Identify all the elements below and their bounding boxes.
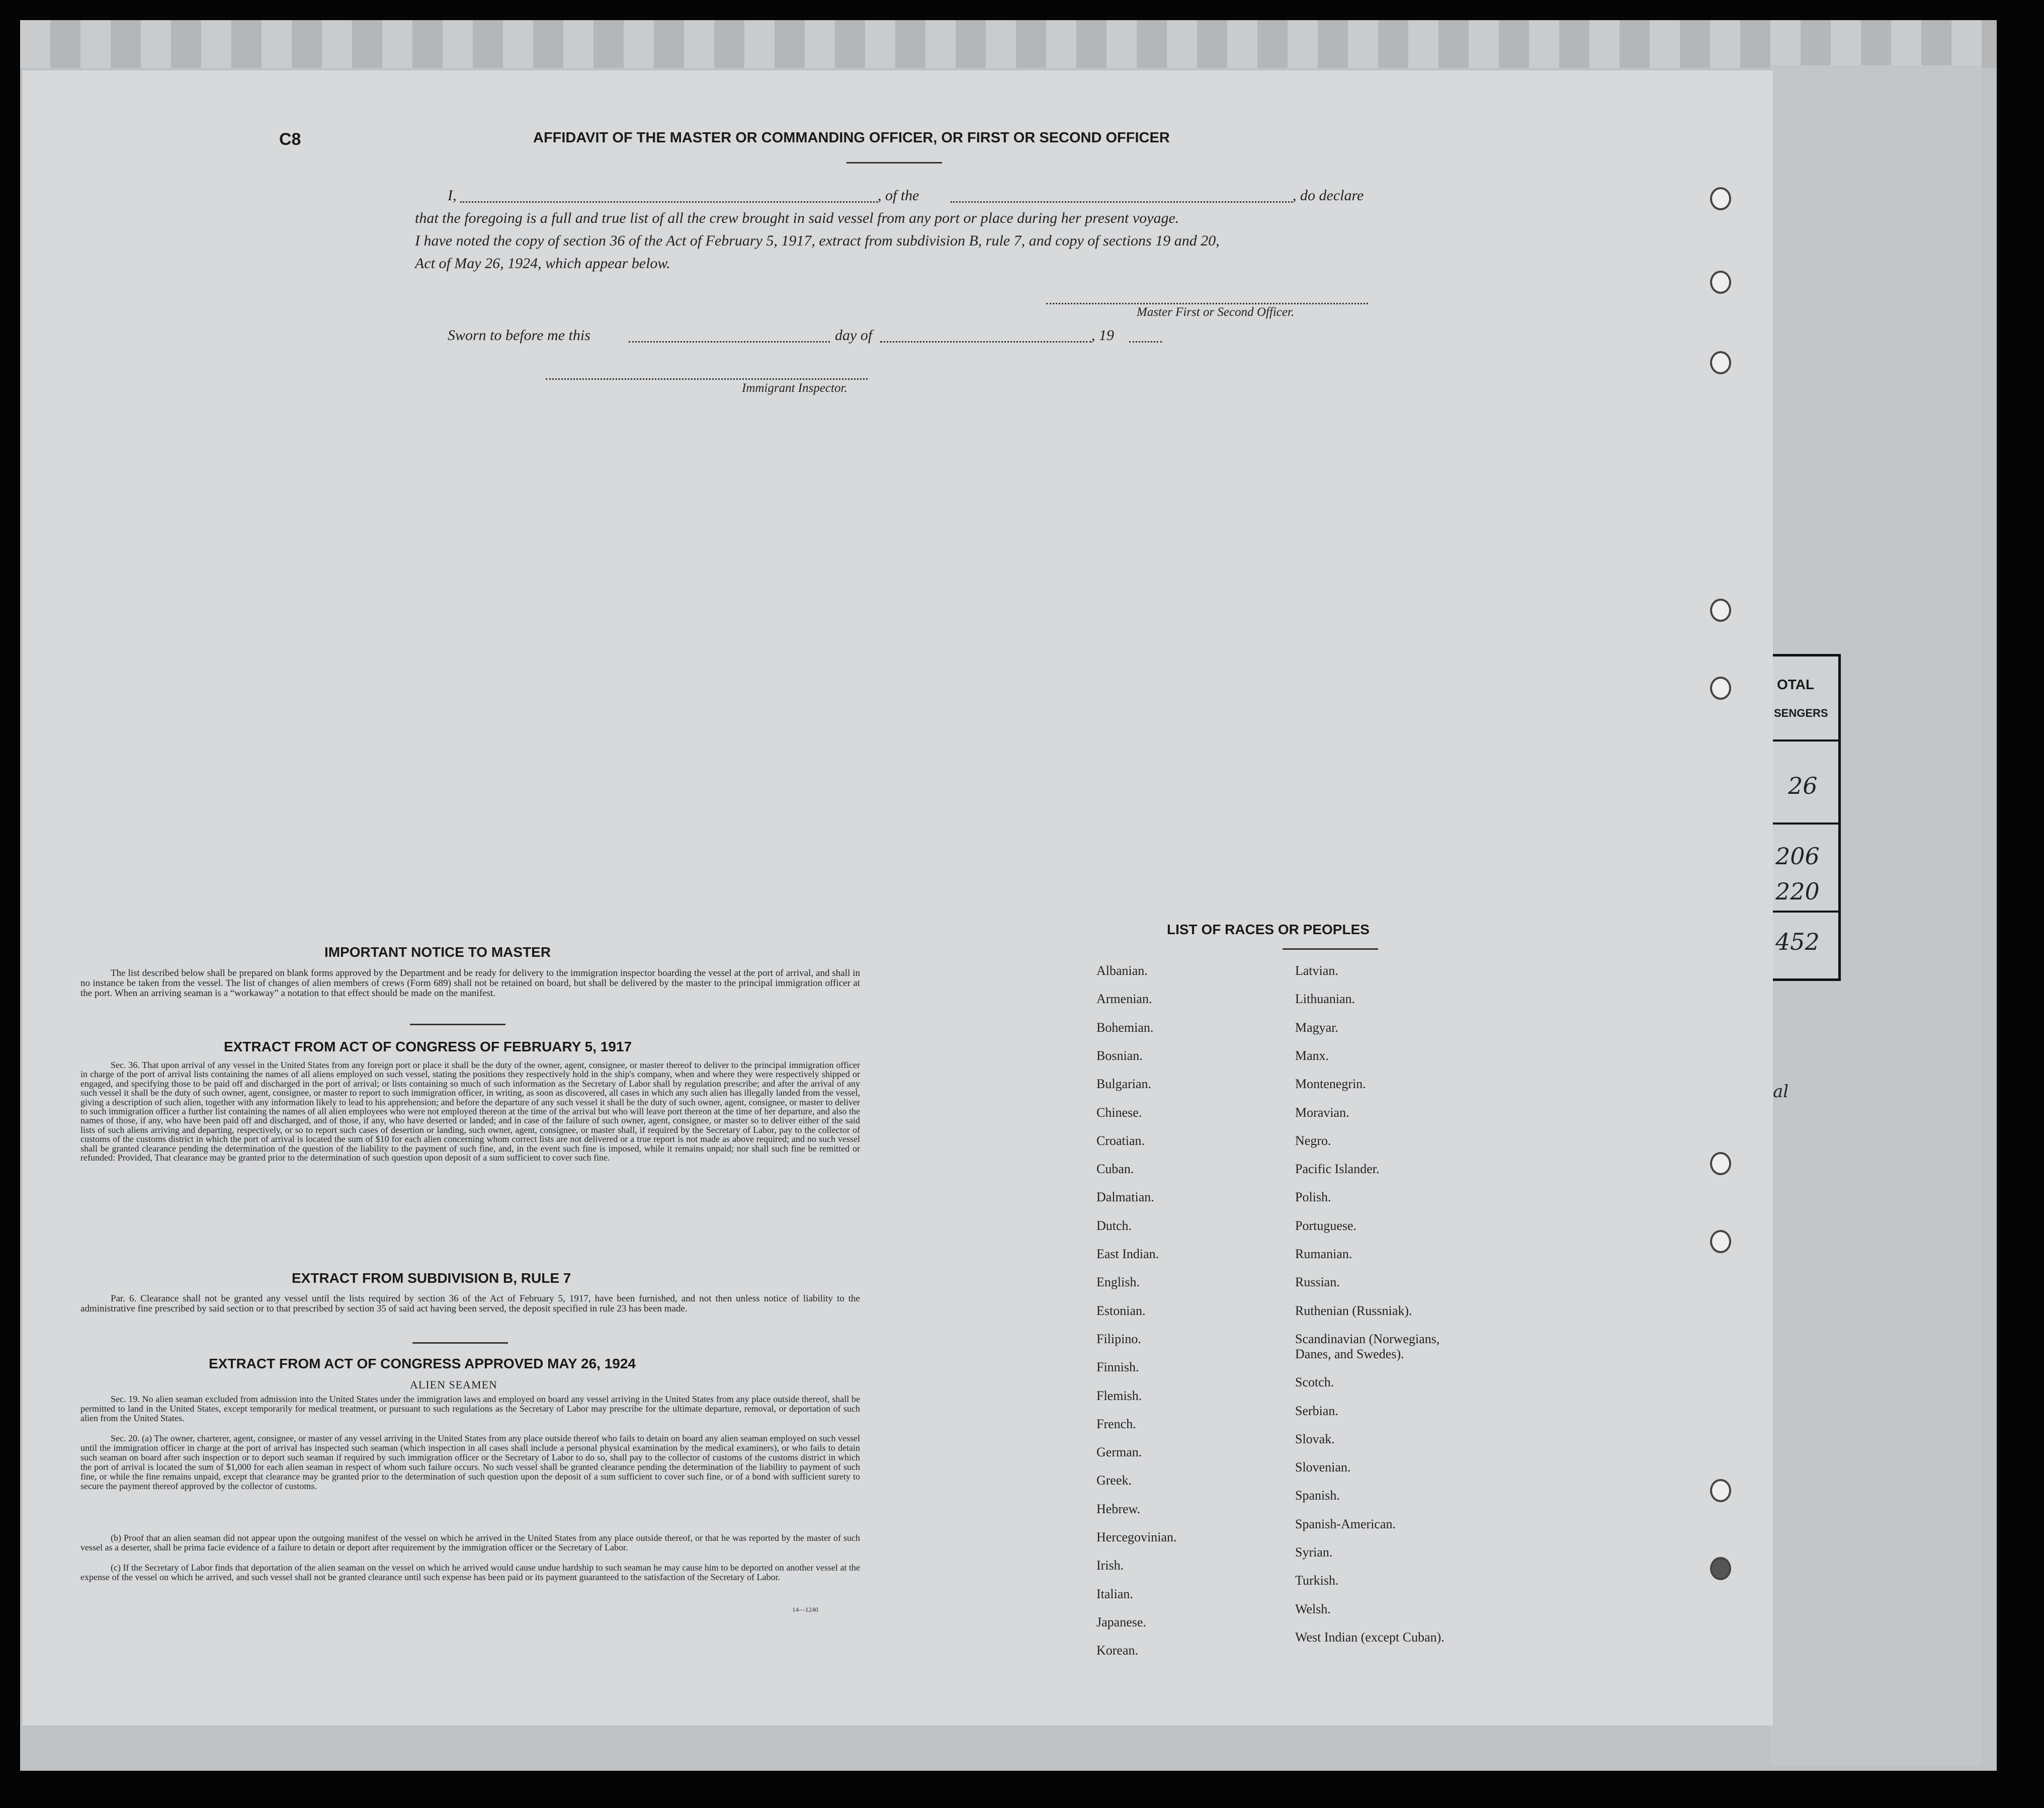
race-item: Syrian. xyxy=(1295,1545,1333,1559)
year-label: , 19 xyxy=(1091,327,1114,344)
title-rule xyxy=(846,162,942,163)
sec-20b-body: (b) Proof that an alien seaman did not appear upon the outgoing manifest of the vessel on which he arrived in the United States from any place outside thereof, or that he was reported by the master of such vessel as a deserter, shall be prima facie evidence of a failure to detain or deport after requirement by the immigration officer or the Secretary of Labor. xyxy=(80,1533,860,1552)
total-value-4: 452 xyxy=(1775,928,1820,955)
form-number: 14—1240 xyxy=(792,1606,818,1613)
race-item: Japanese. xyxy=(1096,1614,1146,1629)
total-divider xyxy=(1773,911,1838,913)
underlying-letter: al xyxy=(1773,1082,1789,1102)
race-item: Filipino. xyxy=(1096,1331,1141,1346)
notice-title: IMPORTANT NOTICE TO MASTER xyxy=(324,944,551,960)
race-item: Russian. xyxy=(1295,1275,1340,1290)
race-item: Estonian. xyxy=(1096,1303,1146,1318)
total-divider xyxy=(1773,739,1838,742)
race-item: Slovak. xyxy=(1295,1431,1335,1446)
race-item: Spanish-American. xyxy=(1295,1516,1396,1531)
punch-hole xyxy=(1710,1557,1731,1580)
race-item: Greek. xyxy=(1096,1473,1132,1488)
race-item: Welsh. xyxy=(1295,1601,1331,1616)
sec-20c-body: (c) If the Secretary of Labor finds that deportation of the alien seaman on the vessel on which he arrived would cause undue hardship to such seaman he may cause him to be deported on another vessel at the expense of the vessel on which he arrived, and such vessel shall not be granted clearance until such expense has been paid or its payment guaranteed to the satisfaction of the Secretary of Labor. xyxy=(80,1563,860,1582)
day-of-label: day of xyxy=(835,327,873,344)
punch-hole xyxy=(1710,599,1731,622)
race-item: Rumanian. xyxy=(1295,1247,1352,1261)
total-divider xyxy=(1773,823,1838,825)
underlying-page-edge xyxy=(20,20,1997,68)
punch-hole xyxy=(1710,1152,1731,1175)
punch-hole xyxy=(1710,351,1731,374)
master-signature-blank[interactable] xyxy=(1046,303,1368,304)
race-item: Polish. xyxy=(1295,1190,1331,1205)
alien-seamen-subtitle: ALIEN SEAMEN xyxy=(410,1378,497,1391)
race-item: Hebrew. xyxy=(1096,1501,1141,1516)
notice-body: The list described below shall be prepared on blank forms approved by the Department and be ready for delivery to the immigration inspector boarding the vessel at the port of arrival, and shall in no instance be taken from the vessel. The list of changes of alien members of crews (Form 689) shall not be retained on board, but shall be delivered by the master to the principal immigration officer at the port. When an arriving seaman is a “workaway” a notation to that effect should be made on the manifest. xyxy=(80,968,860,999)
total-value-1: 26 xyxy=(1788,772,1818,799)
total-value-3: 220 xyxy=(1775,878,1820,905)
affidavit-line-4: Act of May 26, 1924, which appear below. xyxy=(415,255,670,272)
race-item: Dutch. xyxy=(1096,1218,1132,1233)
race-item: Montenegrin. xyxy=(1295,1077,1366,1092)
affidavit-declare: , do declare xyxy=(1293,187,1364,204)
total-header-1: OTAL xyxy=(1777,677,1815,692)
sworn-label: Sworn to before me this xyxy=(448,327,590,344)
race-item: Chinese. xyxy=(1096,1105,1142,1120)
race-item: Cuban. xyxy=(1096,1162,1134,1177)
races-title-rule xyxy=(1283,948,1378,950)
race-item: Pacific Islander. xyxy=(1295,1162,1380,1177)
races-title: LIST OF RACES OR PEOPLES xyxy=(1167,922,1370,937)
total-value-2: 206 xyxy=(1775,843,1820,870)
master-signature-label: Master First or Second Officer. xyxy=(1137,305,1295,319)
divider xyxy=(412,1342,508,1344)
extract-1924-title: EXTRACT FROM ACT OF CONGRESS APPROVED MAY 26, 1924 xyxy=(209,1356,636,1371)
race-item: East Indian. xyxy=(1096,1247,1159,1261)
race-item: English. xyxy=(1096,1275,1140,1290)
name-blank[interactable] xyxy=(460,201,878,203)
sworn-month-blank[interactable] xyxy=(880,341,1091,343)
inspector-label: Immigrant Inspector. xyxy=(742,381,847,395)
race-item: Armenian. xyxy=(1096,992,1152,1007)
race-item: Negro. xyxy=(1295,1133,1331,1148)
affidavit-line-3: I have noted the copy of section 36 of the Act of February 5, 1917, extract from subdivision B, rule 7, and copy of sections 19 and 20, xyxy=(415,232,1220,249)
extract-1917-body: Sec. 36. That upon arrival of any vessel in the United States from any foreign port or place it shall be the duty of the owner, agent, consignee, or master thereof to deliver to the principal immigration officer in charge of the port of arrival lists containing the names of all aliens employed on such vessel, stating the positions they respectively hold in the ship's company, when and where they were respectively shipped or engaged, and specifying those to be paid off and discharged in the port of arrival; or lists containing so much of such information as the Secretary of Labor shall by regulation prescribe; and after the arrival of any such vessel it shall be the duty of such owner, agent, consignee, or master to report to such immigration officer, in writing, as soon as discovered, all cases in which any such alien has illegally landed from the vessel, giving a description of such alien, together with any information likely to lead to his apprehension; and before the departure of any such vessel it shall be the duty of such owner, agent, consignee, or master to deliver to such immigration officer a further list containing the names of all alien employees who were not employed thereon at the time of the arrival but who will leave port thereon at the time of her departure, and also the names of those, if any, who have been paid off and discharged, and of those, if any, who have deserted or landed; and in case of the failure of such owner, agent, consignee, or master so to deliver either of the said lists of such aliens arriving and departing, respectively, or so to report such cases of desertion or landing, such owner, agent, consignee, or master shall, if required by the Secretary of Labor, pay to the collector of customs of the customs district in which the port of arrival is located the sum of $10 for each alien concerning whom correct lists are not delivered or a true report is not made as above required; and no such vessel shall be granted clearance pending the determination of the question of the liability to the payment of such fine, and, in the event such fine is imposed, while it remains unpaid; nor shall such fine be remitted or refunded: Provided, That clearance may be granted prior to the determination of such question upon deposit of a sum sufficient to cover such fine. xyxy=(80,1060,860,1163)
affidavit-title: AFFIDAVIT OF THE MASTER OR COMMANDING OFFICER, OR FIRST OR SECOND OFFICER xyxy=(533,130,1170,146)
race-item: Moravian. xyxy=(1295,1105,1349,1120)
race-item: Flemish. xyxy=(1096,1388,1142,1403)
race-item: Danes, and Swedes). xyxy=(1295,1346,1404,1361)
race-item: Serbian. xyxy=(1295,1403,1338,1418)
race-item: German. xyxy=(1096,1445,1142,1460)
race-item: Turkish. xyxy=(1295,1573,1339,1588)
vessel-blank[interactable] xyxy=(951,201,1293,203)
year-blank[interactable] xyxy=(1129,341,1162,343)
race-item: Croatian. xyxy=(1096,1133,1145,1148)
race-item: Dalmatian. xyxy=(1096,1190,1154,1205)
race-item: Slovenian. xyxy=(1295,1460,1351,1475)
race-item: Korean. xyxy=(1096,1643,1139,1658)
total-passengers-box xyxy=(1770,654,1841,981)
affidavit-line-2: that the foregoing is a full and true list of all the crew brought in said vessel from any port or place during her present voyage. xyxy=(415,210,1179,226)
race-item: West Indian (except Cuban). xyxy=(1295,1629,1444,1645)
divider xyxy=(410,1024,505,1025)
race-item: Bulgarian. xyxy=(1096,1077,1152,1092)
affidavit-page xyxy=(23,70,1773,1725)
punch-hole xyxy=(1710,1230,1731,1253)
race-item: French. xyxy=(1096,1416,1136,1431)
race-item: Scandinavian (Norwegians, xyxy=(1295,1331,1440,1346)
race-item: Irish. xyxy=(1096,1558,1124,1573)
race-item: Hercegovinian. xyxy=(1096,1530,1177,1544)
rule7-title: EXTRACT FROM SUBDIVISION B, RULE 7 xyxy=(292,1270,571,1286)
race-item: Manx. xyxy=(1295,1048,1329,1063)
race-item: Scotch. xyxy=(1295,1375,1334,1390)
race-item: Latvian. xyxy=(1295,963,1338,978)
race-item: Magyar. xyxy=(1295,1020,1338,1035)
affidavit-of-the: , of the xyxy=(878,187,919,204)
punch-hole xyxy=(1710,677,1731,700)
race-item: Ruthenian (Russniak). xyxy=(1295,1303,1412,1318)
page-mark: C8 xyxy=(279,130,301,149)
race-item: Bohemian. xyxy=(1096,1020,1154,1035)
sec-19-body: Sec. 19. No alien seaman excluded from admission into the United States under the immigration laws and employed on board any vessel arriving in the United States from any place outside thereof, shall be permitted to land in the United States, except temporarily for medical treatment, or pursuant to such regulations as the Secretary of Labor may prescribe for the ultimate departure, removal, or deportation of such alien from the United States. xyxy=(80,1394,860,1423)
punch-hole xyxy=(1710,187,1731,210)
race-item: Lithuanian. xyxy=(1295,992,1355,1007)
affidavit-i: I, xyxy=(448,187,457,204)
race-item: Albanian. xyxy=(1096,963,1148,978)
punch-hole xyxy=(1710,1479,1731,1502)
total-header-2: SENGERS xyxy=(1774,707,1828,719)
race-item: Bosnian. xyxy=(1096,1048,1143,1063)
race-item: Portuguese. xyxy=(1295,1218,1357,1233)
sworn-day-blank[interactable] xyxy=(629,341,830,343)
race-item: Spanish. xyxy=(1295,1488,1340,1503)
rule7-body: Par. 6. Clearance shall not be granted any vessel until the lists required by section 36 of the Act of February 5, 1917, have been furnished, and not then unless notice of liability to the administrative fine prescribed by said section or to that prescribed by section 35 of said act having been served, the deposit specified in rule 23 has been made. xyxy=(80,1293,860,1314)
race-item: Italian. xyxy=(1096,1586,1133,1601)
extract-1917-title: EXTRACT FROM ACT OF CONGRESS OF FEBRUARY 5, 1917 xyxy=(224,1039,632,1054)
race-item: Finnish. xyxy=(1096,1360,1139,1375)
punch-hole xyxy=(1710,271,1731,294)
inspector-signature-blank[interactable] xyxy=(546,378,868,380)
sec-20a-body: Sec. 20. (a) The owner, charterer, agent, consignee, or master of any vessel arriving in the United States from any place outside thereof who fails to detain on board any alien seaman employed on such vessel until the immigration officer in charge at the port of arrival has inspected such seaman (which inspection in all cases shall include a personal physical examination by the medical examiners), or who fails to detain such seaman on board after such inspection or to deport such seaman if required by such immigration officer or the Secretary of Labor to do so, shall pay to the collector of customs of the customs district in which the port of arrival is located the sum of $1,000 for each alien seaman in respect of whom such failure occurs. No such vessel shall be granted clearance pending the determination of the liability to payment of such fine, or while the fine remains unpaid, except that clearance may be granted prior to the determination of such question upon the deposit of a sum sufficient to cover such fine, or of a bond with sufficient surety to secure the payment thereof approved by the collector of customs. xyxy=(80,1433,860,1491)
